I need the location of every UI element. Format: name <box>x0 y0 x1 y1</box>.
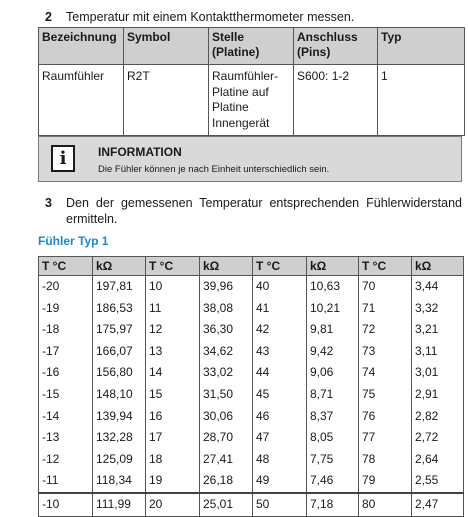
table-row <box>39 406 464 428</box>
resistance-cell: 111,99 <box>93 493 146 516</box>
temperature-cell: -14 <box>39 406 93 428</box>
column-header: Symbol <box>124 28 209 65</box>
table-row <box>39 427 464 449</box>
resistance-cell: 2,47 <box>412 493 464 516</box>
temperature-header: T °C <box>253 257 307 276</box>
resistance-header: kΩ <box>200 257 253 276</box>
resistance-cell: 3,44 <box>412 276 464 298</box>
temperature-cell: 40 <box>253 276 307 298</box>
column-header: Bezeichnung <box>39 28 124 65</box>
resistance-header: kΩ <box>307 257 359 276</box>
step-3 <box>45 195 463 229</box>
step-text: Temperatur mit einem Kontaktthermometer messen. <box>66 10 355 24</box>
resistance-cell: 186,53 <box>93 298 146 320</box>
resistance-cell: 148,10 <box>93 384 146 406</box>
sensor-resistance-table <box>38 256 464 517</box>
resistance-cell: 7,46 <box>307 470 359 493</box>
resistance-cell: 3,01 <box>412 362 464 384</box>
resistance-cell: 33,02 <box>200 362 253 384</box>
table-row <box>39 65 465 136</box>
temperature-cell: 15 <box>146 384 200 406</box>
resistance-cell: 7,75 <box>307 449 359 471</box>
temperature-cell: 79 <box>359 470 412 493</box>
temperature-cell: -15 <box>39 384 93 406</box>
information-text: Die Fühler können je nach Einheit unterschiedlich sein. <box>98 164 330 175</box>
resistance-cell: 166,07 <box>93 341 146 363</box>
temperature-cell: -11 <box>39 470 93 493</box>
resistance-cell: 8,71 <box>307 384 359 406</box>
temperature-cell: 20 <box>146 493 200 516</box>
temperature-cell: -16 <box>39 362 93 384</box>
table-row <box>39 470 464 493</box>
temperature-cell: -18 <box>39 319 93 341</box>
table-cell: R2T <box>124 65 209 136</box>
resistance-cell: 2,64 <box>412 449 464 471</box>
temperature-cell: 72 <box>359 319 412 341</box>
resistance-cell: 28,70 <box>200 427 253 449</box>
temperature-cell: 10 <box>146 276 200 298</box>
table-body <box>39 276 464 517</box>
resistance-cell: 9,06 <box>307 362 359 384</box>
resistance-cell: 25,01 <box>200 493 253 516</box>
table-cell: Raumfühler <box>39 65 124 136</box>
temperature-cell: 71 <box>359 298 412 320</box>
table-cell: 1 <box>378 65 465 136</box>
temperature-cell: -10 <box>39 493 93 516</box>
step-2 <box>45 9 465 25</box>
table-row <box>39 493 464 516</box>
table-row <box>39 341 464 363</box>
temperature-cell: 41 <box>253 298 307 320</box>
temperature-header: T °C <box>39 257 93 276</box>
resistance-cell: 125,09 <box>93 449 146 471</box>
temperature-cell: 47 <box>253 427 307 449</box>
sensor-parameter-table <box>38 27 465 136</box>
temperature-header: T °C <box>146 257 200 276</box>
table-cell: S600: 1-2 <box>294 65 378 136</box>
resistance-cell: 8,05 <box>307 427 359 449</box>
resistance-cell: 31,50 <box>200 384 253 406</box>
temperature-cell: 43 <box>253 341 307 363</box>
resistance-cell: 175,97 <box>93 319 146 341</box>
temperature-cell: 13 <box>146 341 200 363</box>
resistance-cell: 26,18 <box>200 470 253 493</box>
temperature-cell: 11 <box>146 298 200 320</box>
temperature-cell: 14 <box>146 362 200 384</box>
temperature-cell: 78 <box>359 449 412 471</box>
resistance-cell: 30,06 <box>200 406 253 428</box>
resistance-cell: 8,37 <box>307 406 359 428</box>
table-row <box>39 362 464 384</box>
resistance-cell: 118,34 <box>93 470 146 493</box>
resistance-cell: 10,63 <box>307 276 359 298</box>
temperature-cell: -19 <box>39 298 93 320</box>
resistance-cell: 34,62 <box>200 341 253 363</box>
resistance-cell: 39,96 <box>200 276 253 298</box>
temperature-cell: 17 <box>146 427 200 449</box>
resistance-cell: 9,81 <box>307 319 359 341</box>
temperature-cell: 12 <box>146 319 200 341</box>
resistance-cell: 2,72 <box>412 427 464 449</box>
resistance-cell: 139,94 <box>93 406 146 428</box>
resistance-cell: 2,55 <box>412 470 464 493</box>
table-row <box>39 276 464 298</box>
resistance-cell: 27,41 <box>200 449 253 471</box>
temperature-cell: 76 <box>359 406 412 428</box>
temperature-cell: 16 <box>146 406 200 428</box>
column-header: Typ <box>378 28 465 65</box>
table-row <box>39 384 464 406</box>
temperature-cell: 74 <box>359 362 412 384</box>
step-number: 3 <box>45 196 52 210</box>
temperature-cell: 49 <box>253 470 307 493</box>
temperature-cell: 73 <box>359 341 412 363</box>
temperature-cell: 44 <box>253 362 307 384</box>
temperature-cell: -13 <box>39 427 93 449</box>
temperature-header: T °C <box>359 257 412 276</box>
table-cell: Raumfühler-Platine auf Platine Innengerät <box>209 65 294 136</box>
temperature-cell: 70 <box>359 276 412 298</box>
step-number: 2 <box>45 10 52 24</box>
information-title: INFORMATION <box>98 145 182 159</box>
temperature-cell: 77 <box>359 427 412 449</box>
resistance-cell: 197,81 <box>93 276 146 298</box>
resistance-header: kΩ <box>412 257 464 276</box>
temperature-cell: 19 <box>146 470 200 493</box>
resistance-cell: 156,80 <box>93 362 146 384</box>
resistance-cell: 2,82 <box>412 406 464 428</box>
resistance-cell: 3,32 <box>412 298 464 320</box>
resistance-cell: 132,28 <box>93 427 146 449</box>
column-header: Stelle (Platine) <box>209 28 294 65</box>
temperature-cell: -20 <box>39 276 93 298</box>
table-row <box>39 449 464 471</box>
resistance-cell: 9,42 <box>307 341 359 363</box>
temperature-cell: 50 <box>253 493 307 516</box>
resistance-header: kΩ <box>93 257 146 276</box>
resistance-cell: 3,11 <box>412 341 464 363</box>
resistance-cell: 10,21 <box>307 298 359 320</box>
info-icon: i <box>51 145 75 172</box>
table-row <box>39 319 464 341</box>
resistance-cell: 36,30 <box>200 319 253 341</box>
temperature-cell: -12 <box>39 449 93 471</box>
resistance-cell: 3,21 <box>412 319 464 341</box>
table-header-row <box>39 257 464 276</box>
step-text: Den der gemessenen Temperatur entsprechenden Fühlerwiderstand ermitteln. <box>66 196 462 226</box>
temperature-cell: 45 <box>253 384 307 406</box>
temperature-cell: 18 <box>146 449 200 471</box>
table-row <box>39 298 464 320</box>
resistance-cell: 7,18 <box>307 493 359 516</box>
temperature-cell: 46 <box>253 406 307 428</box>
column-header: Anschluss (Pins) <box>294 28 378 65</box>
resistance-cell: 2,91 <box>412 384 464 406</box>
temperature-cell: 48 <box>253 449 307 471</box>
temperature-cell: -17 <box>39 341 93 363</box>
section-heading: Fühler Typ 1 <box>38 234 109 248</box>
information-box <box>38 136 462 182</box>
temperature-cell: 42 <box>253 319 307 341</box>
resistance-cell: 38,08 <box>200 298 253 320</box>
temperature-cell: 80 <box>359 493 412 516</box>
temperature-cell: 75 <box>359 384 412 406</box>
table-header-row <box>39 28 465 65</box>
